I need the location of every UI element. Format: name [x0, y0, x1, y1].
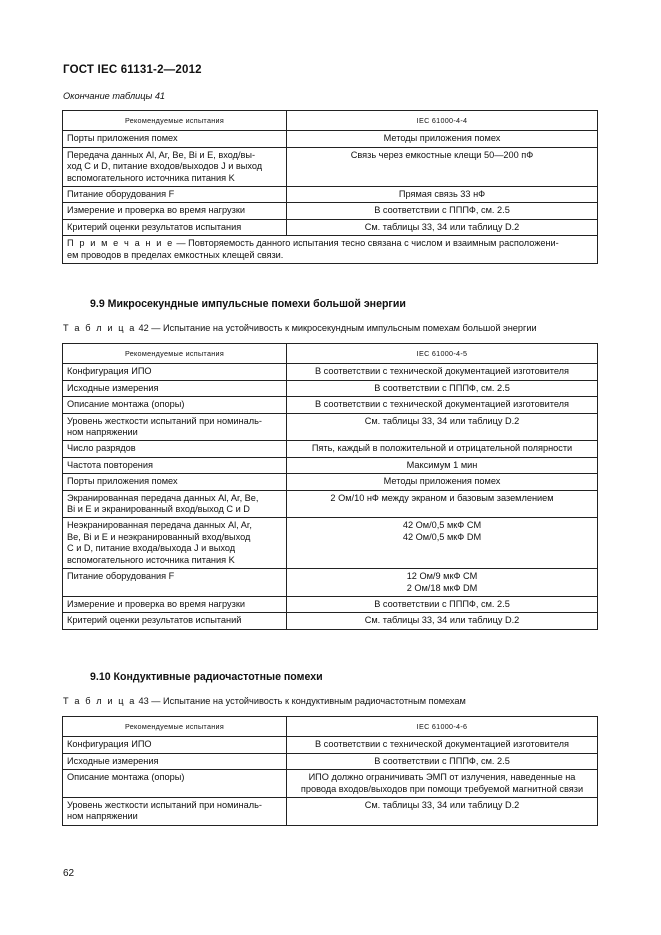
test-name-cell: Конфигурация ИПО: [63, 737, 287, 753]
test-value-cell: В соответствии с ПППФ, см. 2.5: [287, 380, 598, 396]
table41-caption: Окончание таблицы 41: [63, 91, 166, 101]
section-title-9-9: 9.9 Микросекундные импульсные помехи большой энергии: [90, 298, 406, 310]
test-value-cell: Прямая связь 33 нФ: [287, 187, 598, 203]
column-header: Рекомендуемые испытания: [63, 344, 287, 364]
test-value-cell: ИПО должно ограничивать ЭМП от излучения, наведенные на провода входов/выходов при помощи требуемой магнитной связи: [287, 770, 598, 798]
table-row: [63, 737, 598, 753]
test-name-cell: Исходные измерения: [63, 380, 287, 396]
table-row: [63, 770, 598, 798]
test-value-cell: Методы приложения помех: [287, 131, 598, 147]
caption-text: 43 — Испытание на устойчивость к кондуктивным радиочастотным помехам: [135, 696, 466, 706]
test-name-cell: Критерий оценки результатов испытания: [63, 219, 287, 235]
test-name-cell: Неэкранированная передача данных Al, Ar, Be, Bi и E и неэкранированный вход/выход C и D, питание входа/выхода J и выход вспомогательного источника питания K: [63, 518, 287, 569]
test-value-cell: Максимум 1 мин: [287, 457, 598, 473]
column-header: IEC 61000-4-6: [287, 717, 598, 737]
document-header: ГОСТ IEC 61131-2—2012: [63, 64, 202, 76]
column-header: Рекомендуемые испытания: [63, 111, 287, 131]
table-row: [63, 457, 598, 473]
caption-label: Т а б л и ц а: [63, 696, 136, 706]
test-name-cell: Порты приложения помех: [63, 131, 287, 147]
table-row: [63, 596, 598, 612]
test-name-cell: Частота повторения: [63, 457, 287, 473]
test-value-cell: В соответствии с технической документацией изготовителя: [287, 737, 598, 753]
test-value-cell: 12 Ом/9 мкФ CM 2 Ом/18 мкФ DM: [287, 569, 598, 597]
column-header: Рекомендуемые испытания: [63, 717, 287, 737]
test-name-cell: Уровень жесткости испытаний при номиналь- ном напряжении: [63, 798, 287, 826]
test-value-cell: См. таблицы 33, 34 или таблицу D.2: [287, 219, 598, 235]
caption-label: Т а б л и ц а: [63, 323, 136, 333]
table-row: [63, 219, 598, 235]
table-row: [63, 613, 598, 629]
test-value-cell: 2 Ом/10 нФ между экраном и базовым заземлением: [287, 490, 598, 518]
table-row: [63, 131, 598, 147]
table-row: [63, 753, 598, 769]
table-header-row: [63, 111, 598, 131]
test-name-cell: Исходные измерения: [63, 753, 287, 769]
test-value-cell: См. таблицы 33, 34 или таблицу D.2: [287, 613, 598, 629]
test-value-cell: В соответствии с технической документацией изготовителя: [287, 397, 598, 413]
test-name-cell: Питание оборудования F: [63, 187, 287, 203]
test-value-cell: В соответствии с ПППФ, см. 2.5: [287, 203, 598, 219]
table-row: [63, 364, 598, 380]
table42-caption: [63, 323, 537, 333]
test-value-cell: Связь через емкостные клещи 50—200 пФ: [287, 147, 598, 186]
table-row: [63, 397, 598, 413]
note-label: П р и м е ч а н и е: [67, 238, 174, 249]
table-row: [63, 474, 598, 490]
table-row: [63, 490, 598, 518]
table-row: [63, 203, 598, 219]
test-value-cell: См. таблицы 33, 34 или таблицу D.2: [287, 413, 598, 441]
table-row: [63, 187, 598, 203]
test-name-cell: Измерение и проверка во время нагрузки: [63, 596, 287, 612]
test-name-cell: Число разрядов: [63, 441, 287, 457]
table-header-row: [63, 344, 598, 364]
test-value-cell: В соответствии с ПППФ, см. 2.5: [287, 596, 598, 612]
table-note-row: [63, 236, 598, 264]
column-header: IEC 61000-4-4: [287, 111, 598, 131]
table41: [62, 110, 598, 264]
table43-caption: [63, 696, 466, 706]
table-row: [63, 569, 598, 597]
test-name-cell: Измерение и проверка во время нагрузки: [63, 203, 287, 219]
test-name-cell: Описание монтажа (опоры): [63, 397, 287, 413]
column-header: IEC 61000-4-5: [287, 344, 598, 364]
test-name-cell: Описание монтажа (опоры): [63, 770, 287, 798]
section-title-9-10: 9.10 Кондуктивные радиочастотные помехи: [90, 671, 323, 683]
test-value-cell: 42 Ом/0,5 мкФ CM 42 Ом/0,5 мкФ DM: [287, 518, 598, 569]
test-name-cell: Уровень жесткости испытаний при номиналь- ном напряжении: [63, 413, 287, 441]
caption-text: 42 — Испытание на устойчивость к микросекундным импульсным помехам большой энергии: [135, 323, 537, 333]
test-value-cell: Методы приложения помех: [287, 474, 598, 490]
table-row: [63, 147, 598, 186]
table43: [62, 716, 598, 826]
table-row: [63, 441, 598, 457]
table-row: [63, 518, 598, 569]
note-text: — Повторяемость данного испытания тесно связана с числом и взаимным расположени- ем проводов в пределах емкостных клещей связи.: [67, 238, 559, 260]
test-value-cell: Пять, каждый в положительной и отрицательной полярности: [287, 441, 598, 457]
test-name-cell: Конфигурация ИПО: [63, 364, 287, 380]
table-row: [63, 798, 598, 826]
table-row: [63, 380, 598, 396]
table-row: [63, 413, 598, 441]
page-number: 62: [63, 868, 75, 879]
table-header-row: [63, 717, 598, 737]
test-value-cell: См. таблицы 33, 34 или таблицу D.2: [287, 798, 598, 826]
test-name-cell: Порты приложения помех: [63, 474, 287, 490]
test-name-cell: Критерий оценки результатов испытаний: [63, 613, 287, 629]
test-name-cell: Питание оборудования F: [63, 569, 287, 597]
test-value-cell: В соответствии с технической документацией изготовителя: [287, 364, 598, 380]
table42: [62, 343, 598, 630]
table-note: [63, 236, 598, 264]
test-value-cell: В соответствии с ПППФ, см. 2.5: [287, 753, 598, 769]
test-name-cell: Передача данных Al, Ar, Be, Bi и E, вход/вы- ход C и D, питание входов/выходов J и выход вспомогательного источника питания K: [63, 147, 287, 186]
test-name-cell: Экранированная передача данных Al, Ar, Be, Bi и E и экранированный вход/выход C и D: [63, 490, 287, 518]
